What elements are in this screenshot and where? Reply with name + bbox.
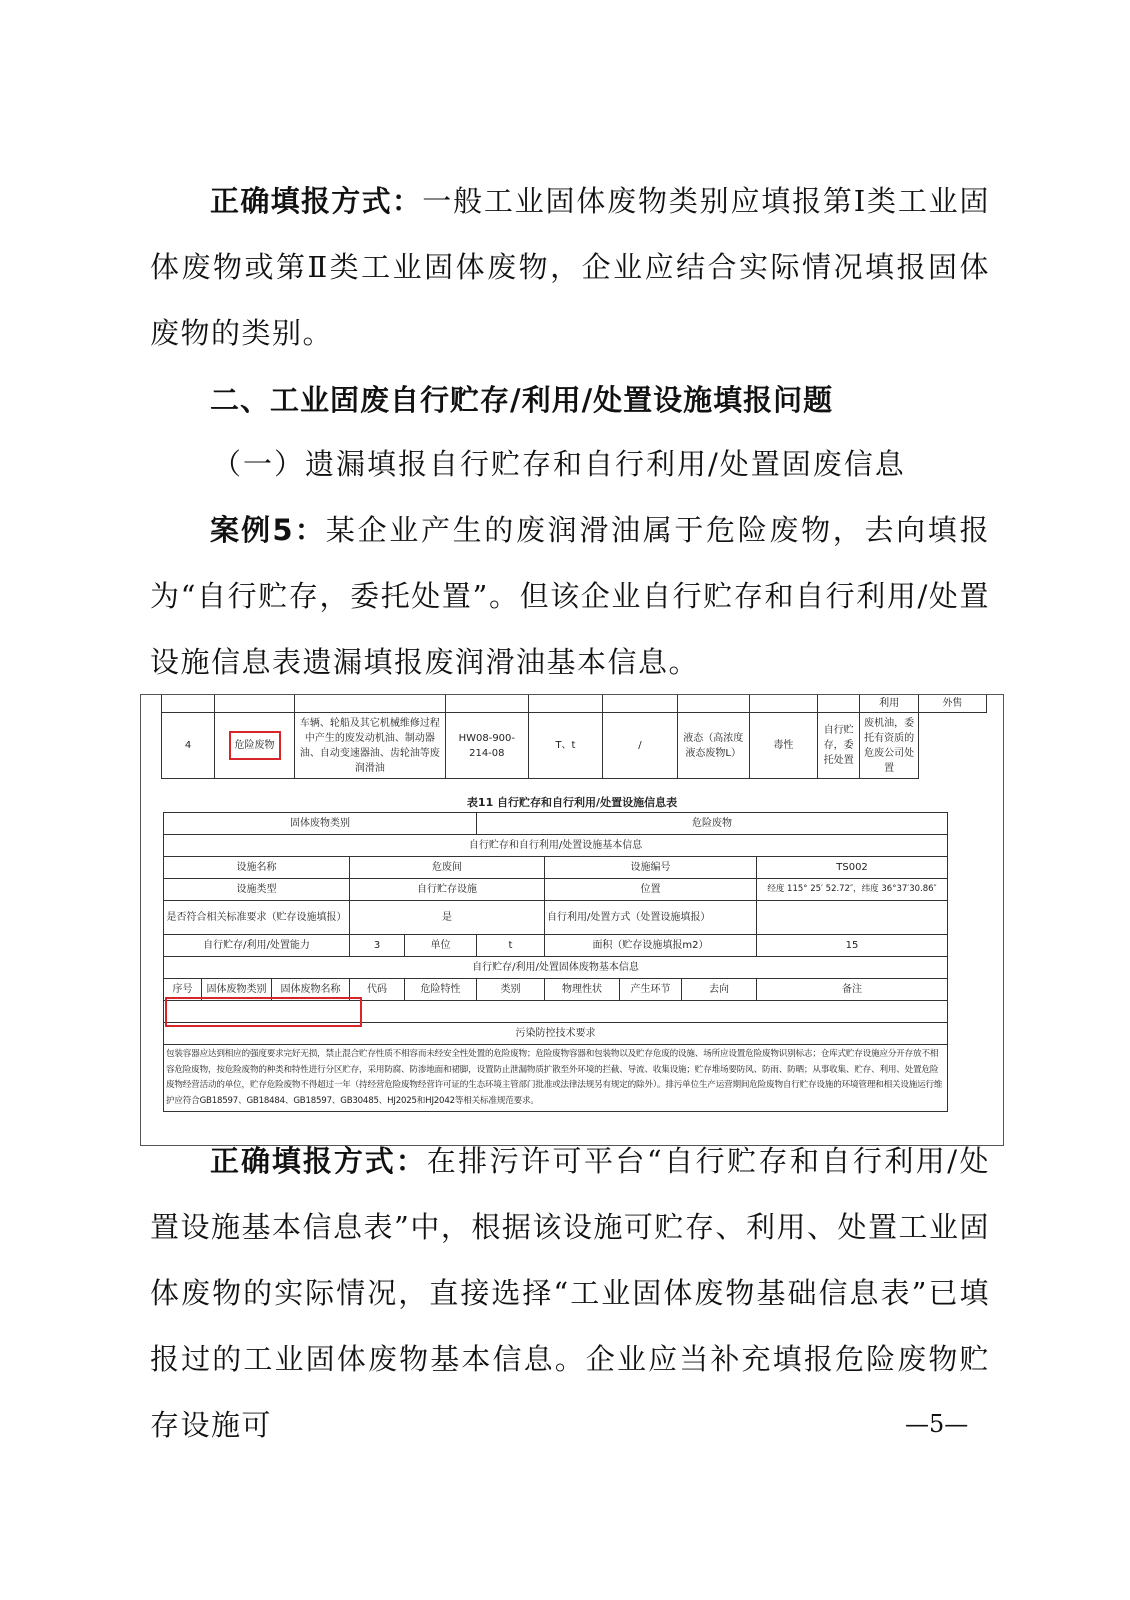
table-cell: 车辆、轮船及其它机械维修过程中产生的废发动机油、制动器油、自动变速器油、齿轮油等废润滑油	[294, 713, 445, 779]
missing-info-highlight	[165, 997, 362, 1027]
column-header: 危险特性	[405, 979, 477, 1001]
field-value: 自行贮存设施	[350, 879, 545, 901]
table-cell: 液态（高浓度液态废物L）	[677, 713, 749, 779]
paragraph-correct-method-2	[150, 1128, 990, 1458]
table-cell: HW08-900-214-08	[445, 713, 528, 779]
section-title: 污染防控技术要求	[164, 1023, 948, 1045]
table-cell: 废机油，委托有资质的危废公司处置	[860, 713, 918, 779]
section-heading: 二、工业固废自行贮存/利用/处置设施填报问题	[210, 383, 834, 417]
lead-label: 正确填报方式：	[210, 1144, 427, 1178]
column-header: 类别	[477, 979, 545, 1001]
subsection-heading: （一）遗漏填报自行贮存和自行利用/处置固废信息	[212, 447, 906, 481]
facility-info-table	[163, 812, 948, 1112]
table-cell	[215, 713, 295, 779]
column-header: 备注	[757, 979, 948, 1001]
field-value: 危废间	[350, 857, 545, 879]
field-label: 单位	[405, 935, 477, 957]
table-cell: /	[603, 713, 677, 779]
field-value: 经度 115° 25′ 52.72″，纬度 36°37′30.86″	[757, 879, 948, 901]
field-label: 自行贮存/利用/处置能力	[164, 935, 350, 957]
lead-label: 正确填报方式：	[210, 184, 423, 218]
paragraph-text: 一般工业固体废物类别应填报第Ⅰ类工业固体废物或第Ⅱ类工业固体废物，企业应结合实际情况填报固体废物的类别。	[150, 184, 990, 350]
column-header: 固体废物类别	[202, 979, 272, 1001]
field-label: 设施名称	[164, 857, 350, 879]
column-header: 产生环节	[620, 979, 682, 1001]
lead-label: 案例5：	[210, 513, 326, 547]
column-header: 物理性状	[545, 979, 620, 1001]
field-label: 设施编号	[545, 857, 757, 879]
waste-info-table	[161, 694, 987, 779]
highlighted-category: 危险废物	[229, 731, 281, 760]
table-caption: 表11 自行贮存和自行利用/处置设施信息表	[466, 796, 678, 809]
field-value: 是	[350, 901, 545, 935]
column-header: 固体废物名称	[272, 979, 350, 1001]
paragraph-text: 在排污许可平台“自行贮存和自行利用/处置设施基本信息表”中，根据该设施可贮存、利用、处置工业固体废物的实际情况，直接选择“工业固体废物基础信息表”已填报过的工业固体废物基本信息。企业应当补充填报危险废物贮存设施可	[150, 1144, 990, 1442]
embedded-screenshot	[140, 694, 1004, 1146]
page-number: —5—	[905, 1410, 969, 1438]
paragraph-correct-method-1	[150, 168, 990, 366]
table-cell: 4	[162, 713, 215, 779]
paragraph-text: 某企业产生的废润滑油属于危险废物，去向填报为“自行贮存，委托处置”。但该企业自行贮存和自行利用/处置设施信息表遗漏填报废润滑油基本信息。	[150, 513, 990, 679]
tech-requirements-text: 包装容器应达到相应的强度要求完好无损，禁止混合贮存性质不相容而未经安全性处置的危险废物；危险废物容器和包装物以及贮存危废的设施、场所应设置危险废物识别标志；仓库式贮存设施应分开存放不相容危险废物，按危险废物的种类和特性进行分区贮存，采用防腐、防渗地面和裙脚，设置防止泄漏物质扩散至外环境的拦截、导流、收集设施；贮存堆场要防风、防雨、防晒；从事收集、贮存、利用、处置危险废物经营活动的单位，贮存危险废物不得超过一年（持经营危险废物经营许可证的生态环境主管部门批准或法律法规另有规定的除外）。排污单位生产运营期间危险废物自行贮存设施的环境管理和相关设施运行维护应符合GB18597、GB18484、GB18597、GB30485、HJ2025和HJ2042等相关标准规范要求。	[164, 1045, 948, 1112]
field-label: 是否符合相关标准要求（贮存设施填报）	[164, 901, 350, 935]
column-header: 去向	[682, 979, 757, 1001]
header-cell: 外售	[918, 695, 986, 713]
table-cell: 毒性	[749, 713, 817, 779]
field-label: 位置	[545, 879, 757, 901]
table-cell: 自行贮存，委托处置	[817, 713, 860, 779]
field-value: TS002	[757, 857, 948, 879]
field-value: t	[477, 935, 545, 957]
field-value: 15	[757, 935, 948, 957]
table-cell: T、t	[528, 713, 602, 779]
field-label: 设施类型	[164, 879, 350, 901]
field-value: 危险废物	[477, 813, 948, 835]
column-header: 序号	[164, 979, 202, 1001]
column-header: 代码	[350, 979, 405, 1001]
field-label: 自行利用/处置方式（处置设施填报）	[545, 901, 757, 935]
field-value: 3	[350, 935, 405, 957]
section-title: 自行贮存和自行利用/处置设施基本信息	[164, 835, 948, 857]
field-label: 固体废物类别	[164, 813, 477, 835]
header-cell: 利用	[860, 695, 918, 713]
paragraph-case-5	[150, 497, 990, 695]
field-value	[757, 901, 948, 935]
section-title: 自行贮存/利用/处置固体废物基本信息	[164, 957, 948, 979]
field-label: 面积（贮存设施填报m2）	[545, 935, 757, 957]
